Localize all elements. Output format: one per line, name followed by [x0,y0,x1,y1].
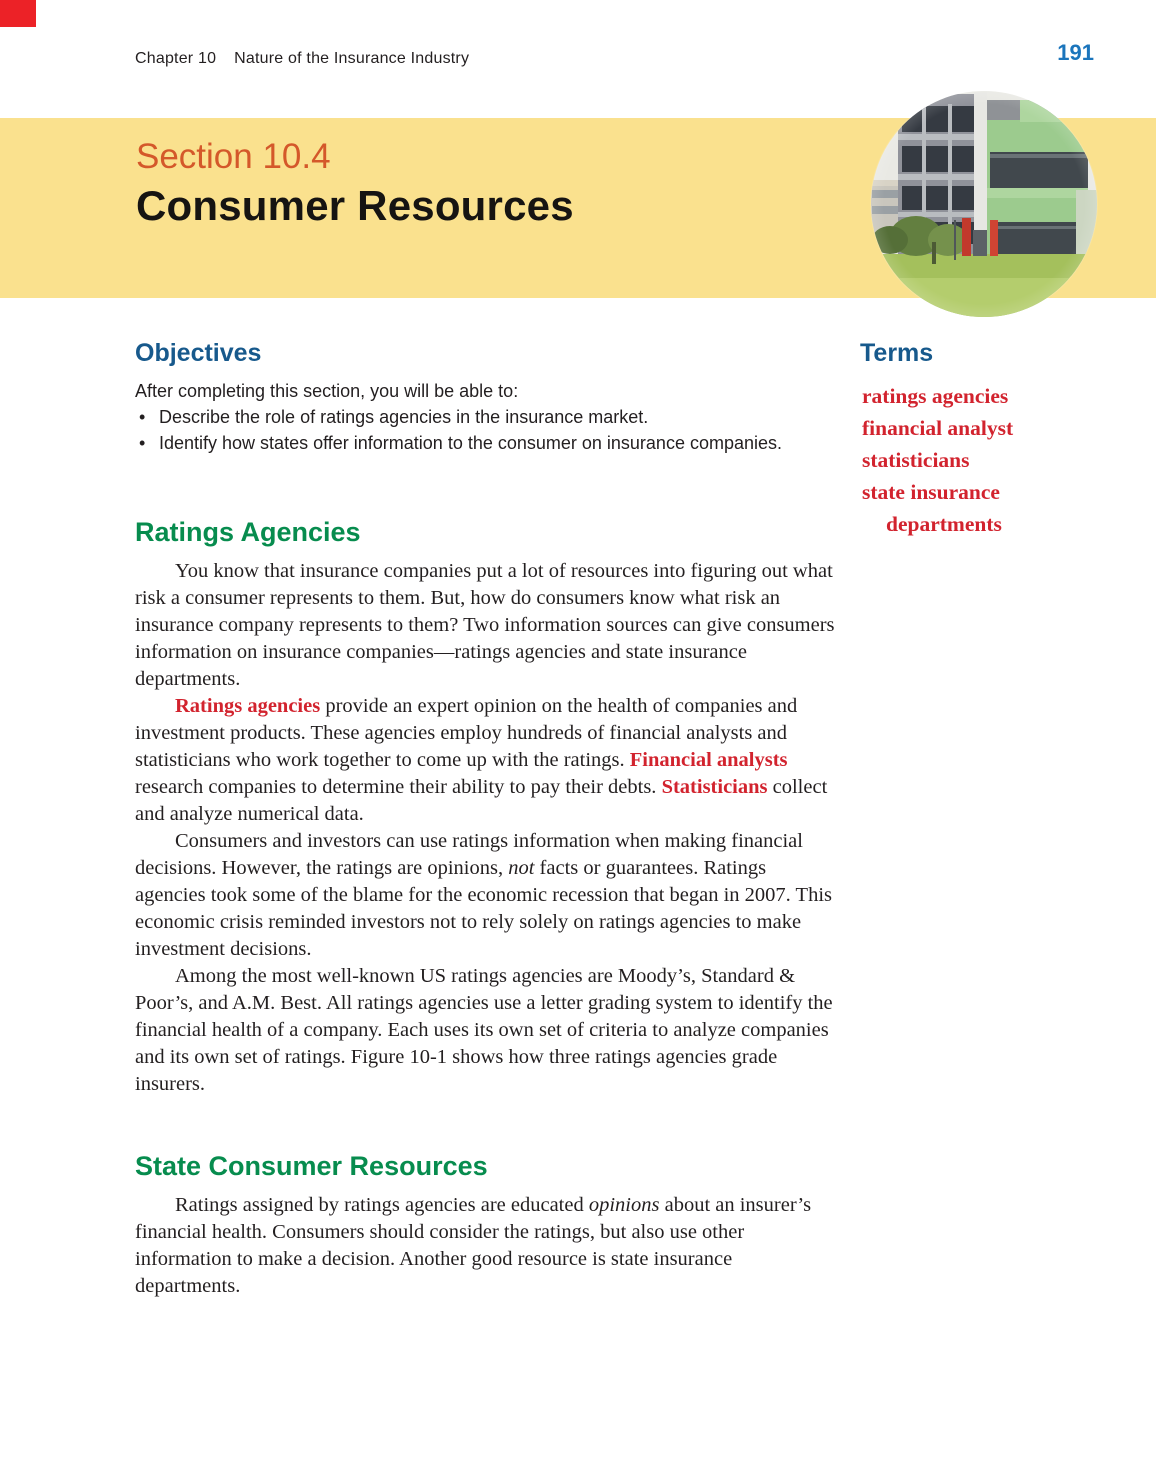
state-consumer-resources-heading: State Consumer Resources [135,1150,488,1181]
main-column [135,340,835,1300]
running-head [135,50,469,68]
terms-list [862,380,1078,540]
terms-sidebar [860,340,1078,540]
objectives-intro: After completing this section, you will be able to: [135,380,519,401]
page-number: 191 [1057,40,1094,65]
running-head-title: Nature of the Insurance Industry [234,50,470,67]
objective-item: • Identify how states offer information to the consumer on insurance companies. [135,430,835,456]
paragraph: Consumers and investors can use ratings information when making financial decisions. However, the ratings are opinions, not facts or guarantees. Ratings agencies took some of the blame for the economic recession that began in 2007. This economic crisis reminded investors not to rely solely on ratings agencies to make investment decisions. [135,829,832,960]
building-photo-illustration [870,90,1098,318]
term-item: ratings agencies [862,383,1009,408]
term-item: financial analyst [862,415,1014,440]
page-corner-tab [0,0,36,27]
paragraph: You know that insurance companies put a lot of resources into figuring out what risk a consumer represents to them. But, how do consumers know what risk an insurance company represents to them? Two information sources can give consumers information on insurance companies—ratings agencies and state insurance departments. [135,559,835,690]
term-item: statisticians [862,447,970,472]
building-photo [870,90,1098,318]
objective-item: • Describe the role of ratings agencies in the insurance market. [135,404,835,430]
paragraph: Ratings agencies provide an expert opinion on the health of companies and investment products. These agencies employ hundreds of financial analysts and statisticians who work together to come up with the ratings. Financial analysts research companies to determine their ability to pay their debts. Statisticians collect and analyze numerical data. [135,694,828,825]
section-label: Section 10.4 [136,137,331,176]
objectives-heading: Objectives [135,339,262,367]
term-item: state insurance departments [862,479,1002,536]
running-head-chapter: Chapter 10 [135,50,217,67]
objectives-list [135,404,835,456]
section-title: Consumer Resources [136,181,574,229]
ratings-agencies-body [135,558,835,1098]
terms-heading: Terms [860,339,934,367]
section-banner-text [136,138,574,229]
paragraph: Among the most well-known US ratings agencies are Moody’s, Standard & Poor’s, and A.M. Best. All ratings agencies use a letter grading system to identify the financial health of a company. Each uses its own set of criteria to analyze companies and its own set of ratings. Figure 10-1 shows how three ratings agencies grade insurers. [135,964,833,1095]
state-consumer-resources-body [135,1192,835,1300]
paragraph: Ratings assigned by ratings agencies are educated opinions about an insurer’s financial health. Consumers should consider the ratings, but also use other information to make a decision. Another good resource is state insurance departments. [135,1193,812,1297]
ratings-agencies-heading: Ratings Agencies [135,516,361,547]
